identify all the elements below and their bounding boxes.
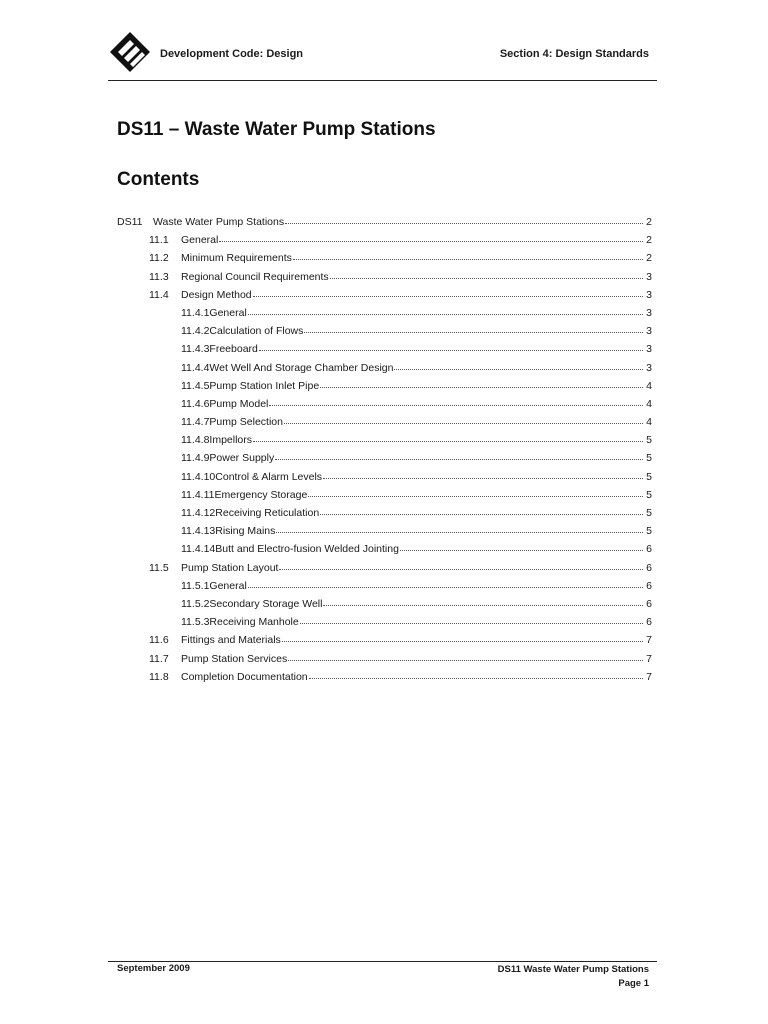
toc-entry-page: 4 — [646, 397, 652, 410]
toc-entry-number: 11.5.2 — [181, 597, 210, 610]
toc-entry-title: Regional Council Requirements — [181, 270, 329, 283]
header-section-title: Section 4: Design Standards — [499, 48, 649, 60]
toc-entry-title: Impellors — [209, 434, 253, 447]
toc-entry-page: 6 — [646, 579, 652, 592]
toc-entry-title: Fittings and Materials — [181, 634, 281, 647]
footer-date: September 2009 — [117, 963, 190, 974]
toc-dot-leader — [219, 231, 643, 242]
toc-entry-number: 11.4.7 — [181, 416, 210, 429]
toc-entry-title: Design Method — [181, 288, 252, 301]
toc-dot-leader — [300, 613, 643, 624]
toc-dot-leader — [308, 486, 643, 497]
toc-entry-page: 5 — [646, 434, 652, 447]
toc-entry-page: 6 — [646, 616, 652, 629]
toc-entry-title: Butt and Electro-fusion Welded Jointing — [215, 543, 399, 556]
toc-entry-number: 11.8 — [149, 670, 169, 683]
toc-entry-title: Minimum Requirements — [181, 252, 292, 265]
toc-entry-number: 11.4.8 — [181, 434, 210, 447]
toc-entry-page: 7 — [646, 670, 652, 683]
toc-entry[interactable] — [117, 559, 652, 577]
toc-entry-page: 2 — [646, 216, 652, 228]
toc-entry[interactable] — [117, 213, 652, 231]
contents-heading: Contents — [117, 169, 200, 190]
toc-entry-title: Pump Selection — [209, 416, 283, 429]
toc-entry-title: Waste Water Pump Stations — [153, 216, 285, 228]
toc-entry[interactable] — [117, 340, 652, 358]
toc-dot-leader — [253, 286, 643, 297]
toc-entry[interactable] — [117, 249, 652, 267]
toc-entry-page: 3 — [646, 288, 652, 301]
toc-entry-number: 11.4.10 — [181, 470, 216, 483]
toc-entry[interactable] — [117, 486, 652, 504]
toc-entry-number: 11.4.6 — [181, 397, 210, 410]
toc-entry-number: 11.4.1 — [181, 306, 210, 319]
council-logo-icon — [108, 30, 152, 76]
toc-entry-number: 11.5.1 — [181, 579, 210, 592]
toc-entry-title: Receiving Reticulation — [215, 507, 320, 519]
toc-dot-leader — [309, 668, 643, 679]
toc-entry-title: Receiving Manhole — [209, 616, 299, 629]
toc-entry-number: 11.1 — [149, 234, 169, 247]
toc-entry[interactable] — [117, 359, 652, 377]
toc-dot-leader — [323, 595, 643, 606]
toc-entry-title: Emergency Storage — [214, 488, 308, 501]
toc-entry-number: 11.4.11 — [181, 488, 215, 501]
footer-page-number: Page 1 — [618, 978, 649, 989]
toc-entry-page: 5 — [646, 470, 652, 483]
toc-entry-page: 3 — [646, 270, 652, 283]
toc-entry-page: 5 — [646, 525, 652, 538]
toc-entry-number: 11.4.4 — [181, 361, 210, 374]
toc-entry-number: 11.6 — [149, 634, 169, 647]
toc-dot-leader — [293, 249, 643, 260]
toc-dot-leader — [323, 468, 643, 479]
toc-entry-number: 11.4.12 — [181, 507, 216, 519]
toc-entry[interactable] — [117, 431, 652, 449]
toc-entry[interactable] — [117, 413, 652, 431]
toc-entry-title: Power Supply — [209, 452, 275, 465]
toc-dot-leader — [253, 431, 643, 442]
toc-entry[interactable] — [117, 322, 652, 340]
toc-dot-leader — [275, 449, 643, 460]
toc-entry[interactable] — [117, 613, 652, 631]
toc-entry-title: Rising Mains — [215, 525, 276, 538]
toc-entry-title: Calculation of Flows — [209, 325, 304, 338]
toc-entry-page: 6 — [646, 561, 652, 574]
toc-entry-title: Secondary Storage Well — [209, 597, 323, 610]
toc-entry[interactable] — [117, 377, 652, 395]
toc-entry-title: Pump Station Layout — [181, 561, 279, 574]
toc-entry-title: Wet Well And Storage Chamber Design — [209, 361, 394, 374]
toc-dot-leader — [304, 322, 643, 333]
toc-entry-page: 2 — [646, 234, 652, 247]
table-of-contents — [117, 213, 652, 686]
page-header — [108, 30, 657, 81]
toc-dot-leader — [248, 304, 643, 315]
toc-entry-page: 5 — [646, 488, 652, 501]
toc-entry-number: 11.4.3 — [181, 343, 210, 356]
toc-dot-leader — [259, 340, 643, 351]
toc-dot-leader — [320, 377, 643, 388]
toc-entry-number: 11.2 — [149, 252, 169, 265]
toc-entry-title: Pump Model — [209, 397, 269, 410]
toc-dot-leader — [276, 522, 643, 533]
toc-entry-page: 7 — [646, 634, 652, 647]
toc-entry[interactable] — [117, 650, 652, 668]
toc-entry-title: Completion Documentation — [181, 670, 308, 683]
header-code-title: Development Code: Design — [160, 48, 304, 60]
toc-entry-title: General — [209, 306, 247, 319]
footer-doc-info — [498, 963, 649, 991]
toc-entry[interactable] — [117, 304, 652, 322]
toc-entry[interactable] — [117, 231, 652, 249]
toc-entry-page: 3 — [646, 343, 652, 356]
toc-entry-number: 11.4 — [149, 288, 169, 301]
toc-dot-leader — [284, 413, 643, 424]
toc-entry-page: 4 — [646, 379, 652, 392]
toc-entry-page: 4 — [646, 416, 652, 429]
toc-entry-title: Freeboard — [209, 343, 258, 356]
footer-doc-title: DS11 Waste Water Pump Stations — [497, 964, 649, 975]
toc-entry[interactable] — [117, 668, 652, 686]
toc-entry-number: 11.4.5 — [181, 379, 210, 392]
toc-entry-page: 2 — [646, 252, 652, 265]
toc-entry-page: 6 — [646, 597, 652, 610]
toc-entry-page: 5 — [646, 452, 652, 465]
toc-entry-page: 3 — [646, 306, 652, 319]
toc-entry-number: 11.5.3 — [181, 616, 210, 629]
toc-entry[interactable] — [117, 522, 652, 540]
toc-entry[interactable] — [117, 504, 652, 522]
toc-entry[interactable] — [117, 468, 652, 486]
toc-entry-title: Pump Station Inlet Pipe — [209, 379, 320, 392]
toc-entry[interactable] — [117, 286, 652, 304]
toc-dot-leader — [269, 395, 643, 406]
toc-entry-number: 11.3 — [149, 270, 169, 283]
toc-entry[interactable] — [117, 449, 652, 467]
toc-entry-number: DS11 — [117, 216, 143, 228]
toc-entry[interactable] — [117, 540, 652, 558]
toc-entry-number: 11.4.2 — [181, 325, 210, 338]
toc-entry-title: General — [209, 579, 247, 592]
toc-entry-number: 11.7 — [149, 652, 169, 665]
toc-entry-page: 3 — [646, 325, 652, 338]
toc-dot-leader — [285, 213, 643, 224]
toc-entry[interactable] — [117, 577, 652, 595]
toc-entry-number: 11.4.13 — [181, 525, 216, 538]
toc-dot-leader — [330, 268, 643, 279]
toc-entry-page: 7 — [646, 652, 652, 665]
toc-entry-number: 11.4.14 — [181, 543, 216, 556]
toc-dot-leader — [279, 559, 643, 570]
toc-entry-number: 11.5 — [149, 561, 169, 574]
toc-entry-page: 6 — [646, 543, 652, 556]
toc-dot-leader — [394, 359, 643, 370]
toc-dot-leader — [288, 650, 643, 661]
toc-entry-title: Control & Alarm Levels — [215, 470, 323, 483]
toc-entry-title: General — [181, 234, 219, 247]
toc-entry-page: 5 — [646, 507, 652, 519]
toc-entry[interactable] — [117, 595, 652, 613]
toc-entry[interactable] — [117, 395, 652, 413]
toc-entry-number: 11.4.9 — [181, 452, 210, 465]
toc-entry-page: 3 — [646, 361, 652, 374]
page-footer — [108, 961, 657, 989]
page-title: DS11 – Waste Water Pump Stations — [117, 119, 436, 140]
toc-entry[interactable] — [117, 268, 652, 286]
toc-entry[interactable] — [117, 631, 652, 649]
toc-entry-title: Pump Station Services — [181, 652, 288, 665]
toc-dot-leader — [282, 631, 643, 642]
toc-dot-leader — [400, 540, 643, 551]
toc-dot-leader — [320, 504, 643, 515]
toc-dot-leader — [248, 577, 643, 588]
